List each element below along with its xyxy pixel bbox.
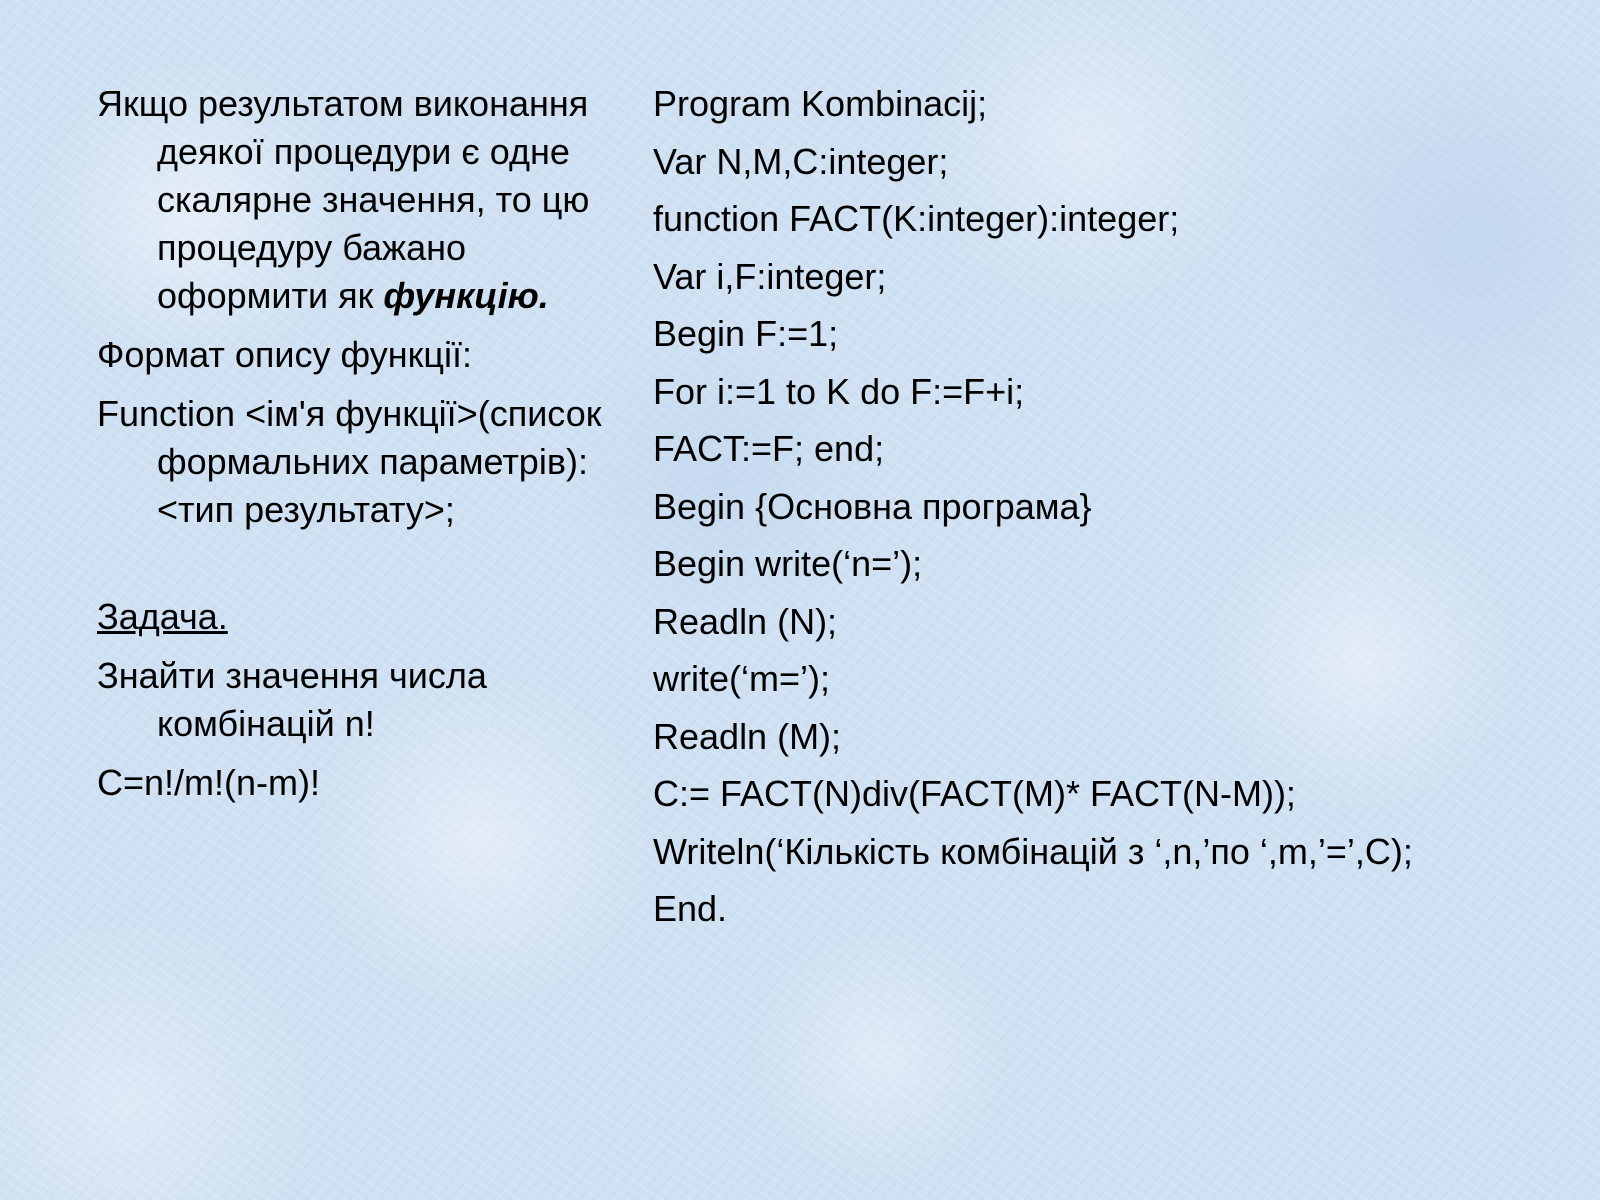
code-line: Var N,M,C:integer; — [653, 140, 949, 182]
code-listing — [653, 80, 1573, 943]
intro-emphasis: функцію. — [383, 275, 549, 316]
code-line: Begin {Основна програма} — [653, 485, 1092, 527]
code-line: Begin F:=1; — [653, 313, 839, 354]
format-label: Формат опису функції: — [97, 334, 472, 375]
intro-paragraph — [97, 80, 617, 320]
code-line: Readln (N); — [653, 600, 838, 642]
task-heading: Задача. — [97, 596, 228, 637]
code-line: function FACT(K:integer):integer; — [653, 198, 1180, 239]
code-line: FACT:=F; end; — [653, 428, 885, 469]
code-line: Writeln(‘Кількість комбінацій з ‘,n,’по ‘,m,’=’,C); — [653, 830, 1413, 872]
format-syntax: Function <ім'я функції>(список формальних параметрів):<тип результату>; — [97, 393, 602, 530]
code-line: C:= FACT(N)div(FACT(M)* FACT(N-M)); — [653, 773, 1296, 814]
code-line: write(‘m=’); — [653, 658, 830, 699]
intro-text: Якщо результатом виконання деякої процедури є одне скалярне значення, то цю процедуру бажано оформити як — [97, 83, 590, 316]
task-text: Знайти значення числа комбінацій n! — [97, 655, 487, 744]
code-line: Begin write(‘n=’); — [653, 543, 923, 584]
code-line: Readln (M); — [653, 715, 842, 757]
code-line: For i:=1 to K do F:=F+i; — [653, 370, 1025, 412]
formula: C=n!/m!(n-m)! — [97, 762, 321, 803]
code-line: End. — [653, 888, 728, 929]
explanation-column — [97, 80, 617, 818]
code-line: Var i,F:integer; — [653, 255, 887, 297]
code-line: Program Kombinacij; — [653, 83, 988, 124]
